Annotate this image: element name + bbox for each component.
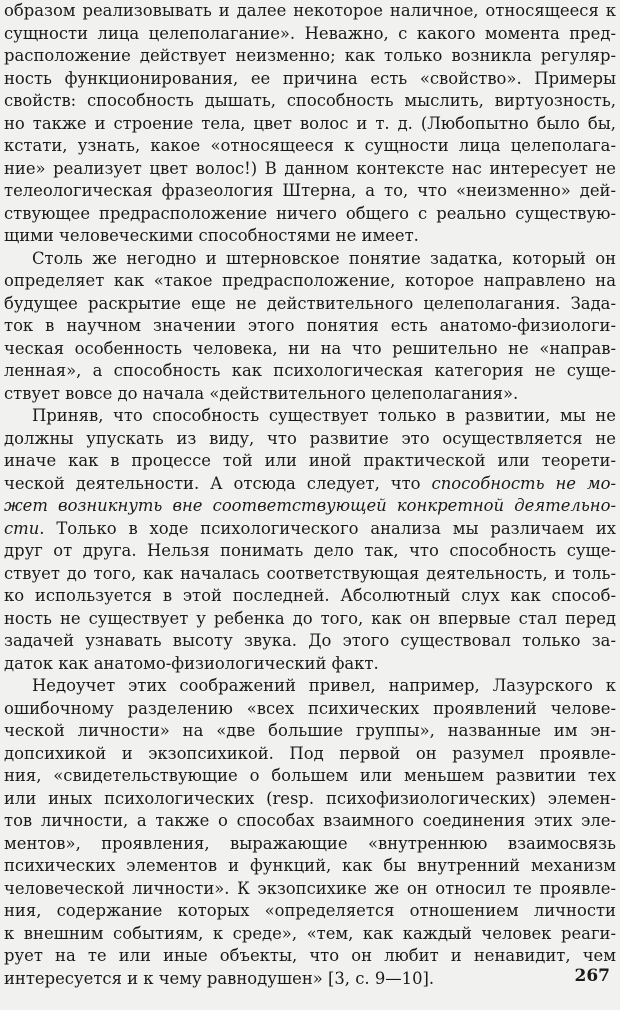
text-span: ческая особенность человека, ни на что решительно не «направ-	[4, 338, 616, 358]
text-line	[4, 0, 616, 23]
text-span: Столь же негодно и штерновское понятие задатка, который он	[32, 248, 616, 268]
text-span: даток как анатомо-физиологический факт.	[4, 653, 379, 673]
text-line	[4, 383, 616, 406]
text-span: ошибочному разделению «всех психических проявлений челове-	[4, 698, 616, 718]
text-span: телеологическая фразеология Штерна, а то, что «неизменно» дей-	[4, 181, 616, 200]
text-span: к внешним событиям, к среде», «тем, как каждый человек реаги-	[4, 923, 616, 943]
text-span: интересуется и к чему равнодушен» [3, с. 9—10].	[4, 968, 435, 988]
paragraph	[4, 675, 616, 990]
text-line	[4, 675, 616, 698]
text-span: иначе как в процессе той или иной практической или теорети-	[4, 451, 616, 470]
text-span: друг от друга. Нельзя понимать дело так, что способность суще-	[4, 541, 616, 560]
text-line	[4, 833, 616, 856]
text-line	[4, 720, 616, 743]
text-span: допсихикой и экзопсихикой. Под первой он разумел проявле-	[4, 743, 616, 763]
text-span: но также и строение тела, цвет волос и т. д. (Любопытно было бы,	[4, 113, 616, 133]
italic-span: жет возникнуть вне соответствующей конкретной деятельно-	[4, 496, 616, 515]
text-line	[4, 248, 616, 271]
text-span: ленная», а способность как психологическая категория не суще-	[4, 361, 616, 380]
text-span: будущее раскрытие еще не действительного целеполагания. Задa-	[4, 293, 616, 313]
text-span: задачей узнавать высоту звука. До этого существовал только за-	[4, 631, 616, 650]
text-line	[4, 270, 616, 293]
text-span: Приняв, что способность существует только в развитии, мы не	[32, 406, 616, 425]
text-line	[4, 563, 616, 586]
text-span: должны упускать из виду, что развитие это осуществляется не	[4, 428, 616, 448]
text-span: ствует вовсе до начала «действительного целеполагания».	[4, 383, 519, 403]
text-span: ко используется в этой последней. Абсолютный слух как способ-	[4, 586, 616, 605]
text-span: ментов», проявления, выражающие «внутреннюю взаимосвязь	[4, 833, 616, 853]
text-span: психических элементов и функций, как бы внутренний механизм	[4, 856, 616, 875]
text-span: ток в научном значении этого понятия есть анатомо-физиологи-	[4, 316, 616, 335]
text-span: щими человеческими способностями не имеет.	[4, 226, 419, 245]
text-span: ствующее предрасположение ничего общего с реально существую-	[4, 203, 616, 223]
text-span: ния, «свидетельствующие о большем или меньшем развитии тех	[4, 766, 616, 785]
text-line	[4, 405, 616, 428]
text-line	[4, 855, 616, 878]
text-line	[4, 135, 616, 158]
text-span: ческой деятельности. А отсюда следует, что	[4, 473, 432, 493]
text-line	[4, 360, 616, 383]
text-line	[4, 45, 616, 68]
text-span: ствует до того, как началась соответствующая деятельность, и толь-	[4, 563, 616, 583]
text-span: ность не существует у ребенка до того, как он впервые стал перед	[4, 608, 616, 628]
italic-span: сти	[4, 518, 40, 538]
text-line	[4, 90, 616, 113]
paragraph	[4, 0, 616, 248]
text-line	[4, 428, 616, 451]
text-span: ческой личности» на «две большие группы», названные им эн-	[4, 721, 616, 740]
page-number: 267	[574, 966, 610, 986]
italic-span: способность не мо-	[431, 473, 616, 493]
text-line	[4, 923, 616, 946]
paragraph	[4, 405, 616, 675]
text-span: человеческой личности». К экзопсихике же он относил те проявле-	[4, 878, 616, 898]
text-span: рует на те или иные объекты, что он любит и ненавидит, чем	[4, 946, 616, 965]
text-line	[4, 338, 616, 361]
text-line	[4, 293, 616, 316]
text-line	[4, 968, 616, 991]
text-span: расположение действует неизменно; как только возникла регуляр-	[4, 46, 616, 65]
text-span: ность функционирования, ее причина есть «свойство». Примеры	[4, 68, 616, 88]
text-span: образом реализовывать и далее некоторое наличное, относящееся к	[4, 1, 616, 20]
text-line	[4, 203, 616, 226]
text-line	[4, 630, 616, 653]
text-line	[4, 315, 616, 338]
text-span: ние» реализует цвет волос!) В данном контексте нас интересует не	[4, 158, 616, 178]
text-span: сущности лица целеполагание». Неважно, с какого момента пред-	[4, 23, 616, 43]
text-line	[4, 23, 616, 46]
text-line	[4, 158, 616, 181]
text-line	[4, 540, 616, 563]
text-line	[4, 945, 616, 968]
text-line	[4, 608, 616, 631]
text-line	[4, 225, 616, 248]
text-span: Недоучет этих соображений привел, например, Лазурского к	[32, 676, 616, 695]
text-line	[4, 450, 616, 473]
text-line	[4, 585, 616, 608]
text-line	[4, 113, 616, 136]
text-span: тов личности, а также о способах взаимного соединения этих эле-	[4, 811, 616, 830]
text-line	[4, 788, 616, 811]
body-text	[4, 0, 616, 990]
text-line	[4, 900, 616, 923]
text-line	[4, 495, 616, 518]
text-line	[4, 810, 616, 833]
text-span: или иных психологических (resp. психофизиологических) элемен-	[4, 788, 616, 808]
text-line	[4, 653, 616, 676]
text-span: . Только в ходе психологического анализа мы различаем их	[39, 518, 616, 538]
text-span: определяет как «такое предрасположение, которое направлено на	[4, 271, 616, 290]
text-line	[4, 68, 616, 91]
text-span: свойств: способность дышать, способность мыслить, виртуозность,	[4, 91, 616, 110]
text-line	[4, 743, 616, 766]
text-span: ния, содержание которых «определяется отношением личности	[4, 901, 616, 920]
text-span: кстати, узнать, какое «относящееся к сущности лица целеполага-	[4, 136, 616, 155]
text-line	[4, 518, 616, 541]
text-line	[4, 698, 616, 721]
paragraph	[4, 248, 616, 406]
text-line	[4, 765, 616, 788]
text-line	[4, 473, 616, 496]
text-line	[4, 878, 616, 901]
text-line	[4, 180, 616, 203]
